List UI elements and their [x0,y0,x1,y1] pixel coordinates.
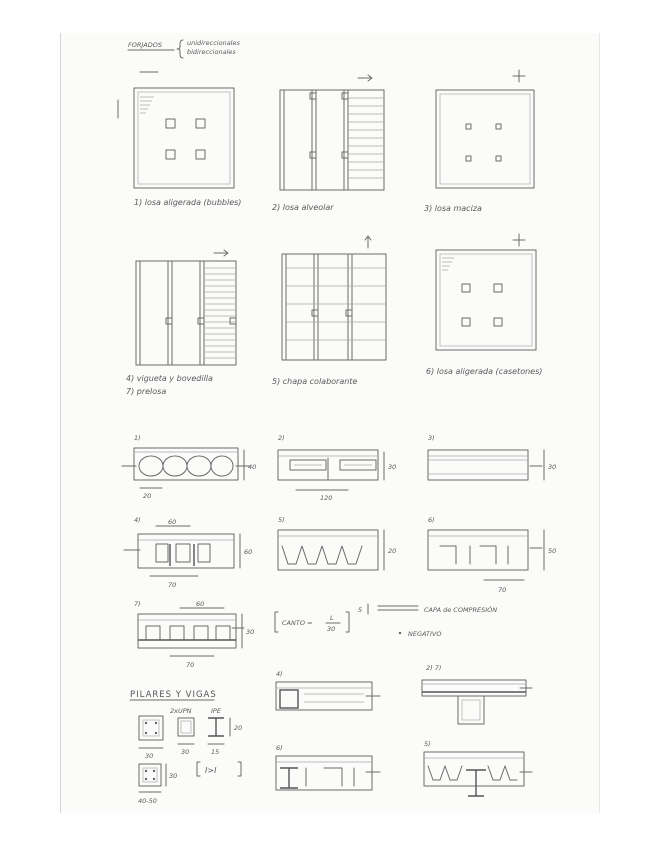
void-sphere [187,456,211,476]
plan-label: 2) losa alveolar [272,203,334,212]
plan-label: 5) chapa colaborante [272,377,358,386]
upn-inner [181,721,191,733]
column [346,310,352,316]
canto-denominator: 30 [327,625,336,633]
deck-lines [286,268,386,340]
header-brace [177,40,183,58]
depth-label: 60 [244,548,253,556]
column [494,284,502,292]
section-6 [428,516,556,594]
plan-label: 1) losa aligerada (bubbles) [134,198,242,207]
column [310,93,316,99]
beam-id: 2) 7) [426,664,442,672]
section-outline [138,534,234,568]
column [466,124,471,129]
rebar-dot [145,722,147,724]
beam-5 [424,740,532,796]
plan-label: 3) losa maciza [424,204,482,213]
plan-label: 6) losa aligerada (casetones) [426,367,543,376]
section-id: 5) [278,516,285,524]
section-4 [124,516,252,589]
beam-outline [422,680,526,696]
column [166,150,175,159]
top-label: 60 [168,518,177,526]
depth-label: 50 [548,547,557,555]
column [198,318,204,324]
column [496,124,501,129]
column [496,156,501,161]
column [342,152,348,158]
column [466,156,471,161]
beam-outline [424,752,524,786]
steel-beam [280,768,298,788]
beam-id: 6) [276,744,283,752]
slab-inner [440,94,530,184]
section-id: 3) [428,434,435,442]
canto-numerator: L [330,614,334,622]
steel-beam [466,770,486,796]
section-outline [428,450,528,480]
rebar-dot [153,770,155,772]
concrete-column-2 [139,764,161,786]
bullet-dot [399,632,401,634]
column [342,93,348,99]
plan-2 [272,75,384,212]
panel-lines [204,268,236,358]
bovedilla-block [156,544,210,562]
width-label: 70 [186,661,195,669]
beam-id: 5) [424,740,431,748]
slab-outline [436,90,534,188]
header [128,39,240,58]
header-option-2: bidireccionales [187,48,236,56]
direction-arrow [214,250,228,256]
section-id: 6) [428,516,435,524]
concrete-column [139,716,163,740]
direction-cross [513,234,525,246]
column [166,318,172,324]
rebar-dot [153,778,155,780]
section-1 [122,434,256,500]
waffle-ribs [306,768,354,786]
beam-id: 4) [276,670,283,678]
concrete-width: 30 [145,752,154,760]
column [462,318,470,326]
header-option-1: unidireccionales [187,39,240,47]
direction-cross [513,70,525,82]
column [312,310,318,316]
plan-label: 4) vigueta y bovedilla [126,374,213,383]
rule-bracket [197,762,241,776]
rule-label: I>I [205,766,217,775]
negative-label: NEGATIVO [408,630,442,638]
depth-label: 20 [388,547,397,555]
prelosa-blocks [146,626,230,640]
section-3 [428,434,556,480]
section-7 [134,600,254,669]
rebar-dot [145,778,147,780]
header-title: FORJADOS [128,41,162,49]
compression-note [358,604,497,638]
section-5 [278,516,396,570]
beam-outline [276,682,372,710]
steel-deck [282,546,362,564]
width-label: 20 [143,492,152,500]
column [494,318,502,326]
column [462,284,470,292]
plan-6 [426,234,542,376]
plan-label: 7) prelosa [126,387,167,396]
pilares-section [130,690,242,805]
layer-depth: 5 [358,606,363,614]
beam-outline [276,756,372,790]
section-outline [134,448,238,480]
section-id: 2) [278,434,285,442]
void-sphere [139,456,163,476]
column [310,152,316,158]
width-label: 120 [320,494,333,502]
plan-5 [272,236,386,386]
layer-label: CAPA de COMPRESIÓN [424,606,498,614]
column2-height: 30 [169,772,178,780]
beam-6 [276,744,380,790]
slab-outline [280,90,384,190]
plan-3 [424,70,534,213]
void-sphere [163,456,187,476]
beam-core [280,690,298,708]
slab-inner [138,92,230,184]
ipe-profile [208,718,224,736]
panel-lines [348,98,384,178]
plan-4 [126,250,236,396]
depth-label: 40 [248,463,257,471]
slab-hatch [140,97,154,113]
ipe-label: IPE [211,707,221,715]
depth-label: 30 [388,463,397,471]
depth-label: 30 [246,628,255,636]
slab-outline [136,261,236,365]
direction-arrow [365,236,371,248]
slab-outline [436,250,536,350]
section-id: 7) [134,600,141,608]
column2-width: 40-50 [138,797,157,805]
column-stirrup [143,768,157,782]
rebar-dot [145,770,147,772]
column [196,119,205,128]
ipe-width: 15 [211,748,220,756]
column [230,318,236,324]
section-id: 1) [134,434,141,442]
slab-lines [304,694,364,702]
upn-label: 2xUPN [170,707,192,715]
column [196,150,205,159]
steel-deck [428,766,517,780]
ipe-height: 20 [234,724,243,732]
pilares-title: PILARES Y VIGAS [130,690,217,700]
waffle-ribs [440,546,508,564]
rebar-dot [155,722,157,724]
width-label: 70 [168,581,177,589]
column [166,119,175,128]
beam-4 [276,670,380,710]
canto-label: CANTO = [282,619,313,627]
beam-27 [422,664,532,724]
rebar-dot [155,732,157,734]
slab-outline [134,88,234,188]
beam-drop-inner [462,700,480,720]
direction-arrow [358,75,372,81]
top-label: 60 [196,600,205,608]
rebar-dot [145,732,147,734]
width-label: 70 [498,586,507,594]
slab-outline [282,254,386,360]
canto-formula [275,612,349,633]
depth-label: 30 [548,463,557,471]
upn-width: 30 [181,748,190,756]
section-id: 4) [134,516,141,524]
slab-hatch [442,258,454,270]
slab-inner [440,254,532,346]
section-2 [278,434,396,502]
void-sphere [211,456,233,476]
section-outline [138,614,236,648]
plan-1 [118,72,241,207]
